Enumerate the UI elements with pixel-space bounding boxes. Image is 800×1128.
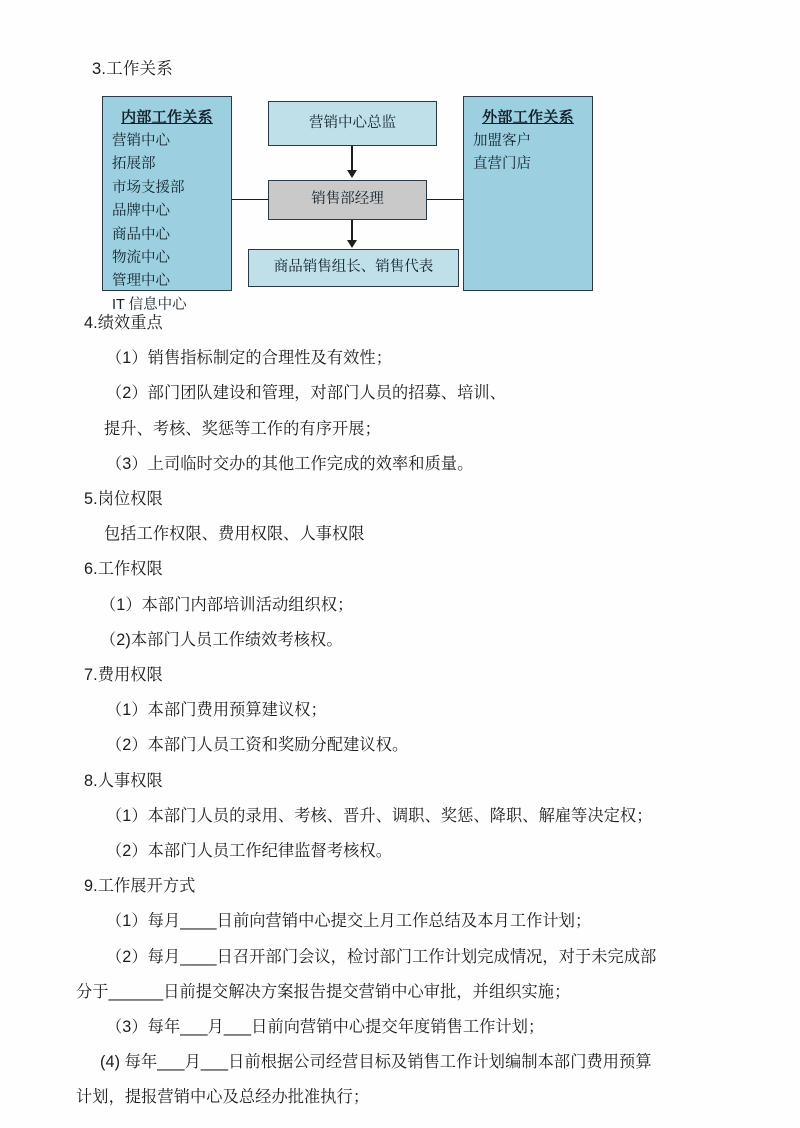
body-line: （1）销售指标制定的合理性及有效性； bbox=[106, 349, 392, 368]
connector-internal-to-manager bbox=[232, 199, 269, 200]
connector-manager-to-external bbox=[427, 199, 464, 200]
external-relations-box bbox=[463, 96, 593, 291]
list-item: 市场支援部 bbox=[112, 179, 185, 196]
section-heading-5: 5.岗位权限 bbox=[84, 490, 163, 509]
sales-manager-node: 销售部经理 bbox=[268, 180, 427, 220]
list-item: 商品中心 bbox=[112, 226, 170, 243]
body-line: （3）上司临时交办的其他工作完成的效率和质量。 bbox=[106, 454, 474, 473]
body-line: 分于______日前提交解决方案报告提交营销中心审批，并组织实施； bbox=[76, 982, 571, 1001]
section-heading-8: 8.人事权限 bbox=[84, 771, 163, 790]
body-line: （1）本部门费用预算建议权； bbox=[106, 701, 327, 720]
body-line: （1）本部门人员的录用、考核、晋升、调职、奖惩、降职、解雇等决定权； bbox=[106, 806, 653, 825]
list-item: 拓展部 bbox=[112, 156, 156, 173]
body-line: （1）每月____日前向营销中心提交上月工作总结及本月工作计划； bbox=[106, 912, 592, 931]
sales-staff-node: 商品销售组长、销售代表 bbox=[248, 249, 459, 287]
list-item: 营销中心 bbox=[112, 133, 170, 149]
connector-manager-to-staff bbox=[351, 220, 353, 241]
body-line: （2）部门团队建设和管理，对部门人员的招募、培训、 bbox=[106, 384, 507, 403]
body-line: （2）每月____日召开部门会议，检讨部门工作计划完成情况，对于未完成部 bbox=[106, 947, 657, 966]
work-relationship-diagram bbox=[0, 0, 800, 313]
section-heading-3: 3.工作关系 bbox=[92, 60, 173, 78]
internal-relations-title: 内部工作关系 bbox=[121, 109, 213, 126]
arrow-head-icon bbox=[347, 240, 357, 248]
body-line: 提升、考核、奖惩等工作的有序开展； bbox=[104, 419, 381, 438]
document-body bbox=[0, 306, 800, 1116]
internal-relations-list bbox=[103, 130, 231, 317]
body-line: 包括工作权限、费用权限、人事权限 bbox=[104, 525, 365, 544]
body-line: (4) 每年___月___日前根据公司经营目标及销售工作计划编制本部门费用预算 bbox=[100, 1053, 652, 1072]
list-item: 物流中心 bbox=[112, 250, 170, 267]
section-heading-7: 7.费用权限 bbox=[84, 666, 163, 685]
body-line: （3）每年___月___日前向营销中心提交年度销售工作计划； bbox=[106, 1018, 545, 1037]
connector-director-to-manager bbox=[351, 146, 353, 171]
body-line: （2）本部门人员工资和奖励分配建议权。 bbox=[106, 736, 409, 755]
list-item: 品牌中心 bbox=[112, 203, 170, 220]
arrow-head-icon bbox=[347, 170, 357, 178]
list-item: 加盟客户 bbox=[473, 133, 531, 149]
body-line: （1）本部门内部培训活动组织权； bbox=[100, 595, 354, 614]
director-node: 营销中心总监 bbox=[268, 101, 437, 146]
list-item: 管理中心 bbox=[112, 273, 170, 290]
section-heading-4: 4.绩效重点 bbox=[84, 314, 163, 332]
section-heading-6: 6.工作权限 bbox=[84, 560, 163, 579]
body-line: （2)本部门人员工作绩效考核权。 bbox=[100, 630, 343, 649]
body-line: 计划，提报营销中心及总经办批准执行； bbox=[76, 1088, 370, 1107]
body-line: （2）本部门人员工作纪律监督考核权。 bbox=[106, 842, 392, 861]
list-item: 直营门店 bbox=[473, 156, 531, 173]
list-item: IT 信息中心 bbox=[112, 296, 187, 313]
external-relations-list bbox=[464, 130, 592, 177]
external-relations-title: 外部工作关系 bbox=[482, 109, 574, 126]
section-heading-9: 9.工作展开方式 bbox=[84, 877, 196, 896]
internal-relations-box bbox=[102, 96, 232, 313]
